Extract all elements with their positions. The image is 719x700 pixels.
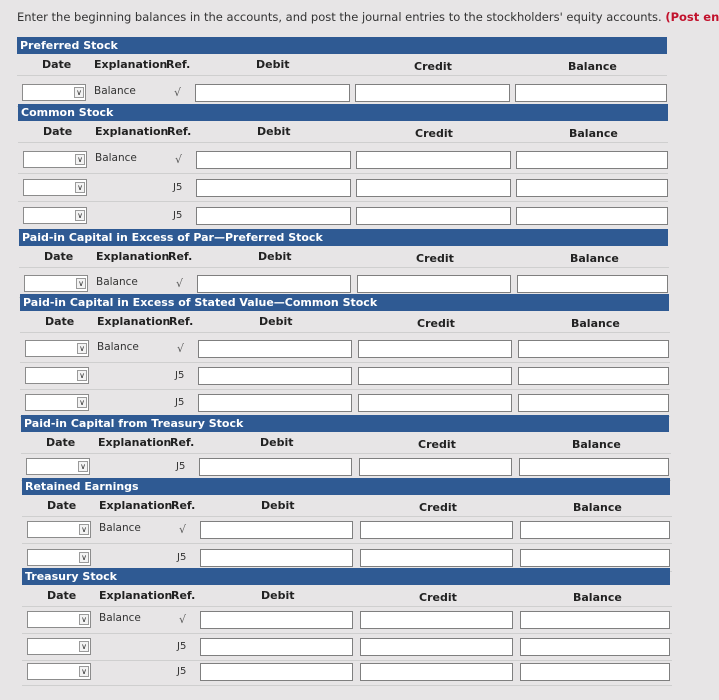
account-title-bar: Paid-in Capital in Excess of Stated Value—Common Stock [20, 294, 669, 311]
posted-check-ref: √ [179, 613, 187, 626]
account-title-bar: Paid-in Capital from Treasury Stock [21, 415, 669, 432]
date-select[interactable] [23, 151, 87, 168]
balance-input[interactable] [518, 394, 669, 412]
balance-input[interactable] [520, 638, 670, 656]
explanation-text: Balance [95, 152, 137, 164]
column-header-ref: Ref. [167, 125, 192, 138]
column-header-debit: Debit [257, 125, 291, 138]
column-header-date: Date [44, 250, 74, 263]
column-header-ref: Ref. [170, 436, 195, 449]
balance-input[interactable] [519, 458, 669, 476]
row-divider [20, 362, 670, 363]
header-divider [18, 142, 668, 143]
debit-input[interactable] [200, 611, 353, 629]
header-divider [17, 75, 667, 76]
column-header-debit: Debit [258, 250, 292, 263]
credit-input[interactable] [359, 458, 512, 476]
chevron-down-icon[interactable]: ∨ [77, 343, 87, 354]
balance-input[interactable] [516, 207, 668, 225]
balance-input[interactable] [518, 340, 669, 358]
debit-input[interactable] [196, 151, 351, 169]
credit-input[interactable] [356, 207, 511, 225]
journal-ref: J5 [177, 666, 187, 677]
column-header-debit: Debit [261, 589, 295, 602]
column-header-explanation: Explanation [97, 315, 171, 328]
credit-input[interactable] [360, 549, 513, 567]
column-header-ref: Ref. [169, 315, 194, 328]
date-select[interactable] [23, 207, 87, 224]
column-header-date: Date [42, 58, 72, 71]
column-header-credit: Credit [417, 317, 455, 330]
column-header-date: Date [46, 436, 76, 449]
column-header-balance: Balance [569, 127, 618, 140]
credit-input[interactable] [360, 638, 513, 656]
chevron-down-icon[interactable]: ∨ [79, 641, 89, 652]
column-header-ref: Ref. [171, 589, 196, 602]
date-select[interactable] [25, 367, 89, 384]
date-select[interactable] [27, 638, 91, 655]
chevron-down-icon[interactable]: ∨ [76, 278, 86, 289]
column-header-explanation: Explanation [95, 125, 169, 138]
balance-input[interactable] [518, 367, 669, 385]
column-header-ref: Ref. [168, 250, 193, 263]
credit-input[interactable] [356, 151, 511, 169]
date-select[interactable] [22, 84, 86, 101]
debit-input[interactable] [196, 207, 351, 225]
balance-input[interactable] [520, 611, 670, 629]
credit-input[interactable] [356, 179, 511, 197]
column-header-date: Date [47, 499, 77, 512]
date-select[interactable] [27, 663, 91, 680]
journal-ref: J5 [173, 210, 183, 221]
chevron-down-icon[interactable]: ∨ [75, 210, 85, 221]
debit-input[interactable] [198, 394, 352, 412]
credit-input[interactable] [358, 367, 512, 385]
column-header-credit: Credit [414, 60, 452, 73]
account-title-bar: Common Stock [18, 104, 668, 121]
column-header-date: Date [47, 589, 77, 602]
journal-ref: J5 [173, 182, 183, 193]
column-header-balance: Balance [570, 252, 619, 265]
date-select[interactable] [25, 340, 89, 357]
credit-input[interactable] [358, 340, 512, 358]
column-header-credit: Credit [419, 501, 457, 514]
debit-input[interactable] [199, 458, 352, 476]
credit-input[interactable] [357, 275, 511, 293]
instructions [17, 10, 719, 24]
debit-input[interactable] [195, 84, 350, 102]
instructions-note: (Post en [665, 10, 719, 24]
column-header-balance: Balance [572, 438, 621, 451]
chevron-down-icon[interactable]: ∨ [75, 182, 85, 193]
account-title-bar: Preferred Stock [17, 37, 667, 54]
explanation-text: Balance [99, 612, 141, 624]
debit-input[interactable] [200, 663, 353, 681]
row-divider [22, 633, 672, 634]
column-header-explanation: Explanation [96, 250, 170, 263]
date-select[interactable] [24, 275, 88, 292]
debit-input[interactable] [196, 179, 351, 197]
balance-input[interactable] [516, 151, 668, 169]
debit-input[interactable] [200, 638, 353, 656]
date-select[interactable] [26, 458, 90, 475]
debit-input[interactable] [200, 521, 353, 539]
date-select[interactable] [27, 611, 91, 628]
instructions-text: Enter the beginning balances in the accounts, and post the journal entries to the stockholders' equity accounts. [17, 10, 662, 24]
journal-ref: J5 [175, 370, 185, 381]
column-header-credit: Credit [415, 127, 453, 140]
account-title-bar: Treasury Stock [22, 568, 670, 585]
row-divider [22, 685, 672, 686]
chevron-down-icon[interactable]: ∨ [74, 87, 84, 98]
account-title-bar: Paid-in Capital in Excess of Par—Preferred Stock [19, 229, 668, 246]
explanation-text: Balance [94, 85, 136, 97]
column-header-debit: Debit [261, 499, 295, 512]
chevron-down-icon[interactable]: ∨ [77, 397, 87, 408]
chevron-down-icon[interactable]: ∨ [79, 524, 89, 535]
date-select[interactable] [27, 549, 91, 566]
row-divider [18, 201, 668, 202]
column-header-ref: Ref. [166, 58, 191, 71]
header-divider [20, 332, 670, 333]
debit-input[interactable] [198, 340, 352, 358]
column-header-explanation: Explanation [99, 589, 173, 602]
balance-input[interactable] [517, 275, 668, 293]
row-divider [22, 660, 672, 661]
column-header-debit: Debit [256, 58, 290, 71]
column-header-balance: Balance [571, 317, 620, 330]
column-header-balance: Balance [568, 60, 617, 73]
column-header-date: Date [45, 315, 75, 328]
journal-ref: J5 [177, 552, 187, 563]
header-divider [19, 267, 669, 268]
chevron-down-icon[interactable]: ∨ [78, 461, 88, 472]
posted-check-ref: √ [175, 153, 183, 166]
balance-input[interactable] [520, 549, 670, 567]
debit-input[interactable] [197, 275, 351, 293]
date-select[interactable] [25, 394, 89, 411]
debit-input[interactable] [200, 549, 353, 567]
journal-ref: J5 [177, 641, 187, 652]
balance-input[interactable] [515, 84, 667, 102]
journal-ref: J5 [175, 397, 185, 408]
row-divider [22, 543, 672, 544]
date-select[interactable] [23, 179, 87, 196]
posted-check-ref: √ [174, 86, 182, 99]
chevron-down-icon[interactable]: ∨ [79, 552, 89, 563]
credit-input[interactable] [355, 84, 510, 102]
chevron-down-icon[interactable]: ∨ [79, 666, 89, 677]
chevron-down-icon[interactable]: ∨ [75, 154, 85, 165]
posted-check-ref: √ [176, 277, 184, 290]
account-title-bar: Retained Earnings [22, 478, 670, 495]
credit-input[interactable] [360, 521, 513, 539]
explanation-text: Balance [96, 276, 138, 288]
credit-input[interactable] [360, 611, 513, 629]
header-divider [22, 606, 672, 607]
chevron-down-icon[interactable]: ∨ [79, 614, 89, 625]
posted-check-ref: √ [177, 342, 185, 355]
credit-input[interactable] [360, 663, 513, 681]
column-header-credit: Credit [416, 252, 454, 265]
explanation-text: Balance [97, 341, 139, 353]
column-header-debit: Debit [259, 315, 293, 328]
explanation-text: Balance [99, 522, 141, 534]
balance-input[interactable] [520, 521, 670, 539]
column-header-explanation: Explanation [99, 499, 173, 512]
credit-input[interactable] [358, 394, 512, 412]
column-header-ref: Ref. [171, 499, 196, 512]
date-select[interactable] [27, 521, 91, 538]
column-header-balance: Balance [573, 501, 622, 514]
row-divider [20, 389, 670, 390]
balance-input[interactable] [520, 663, 670, 681]
chevron-down-icon[interactable]: ∨ [77, 370, 87, 381]
column-header-balance: Balance [573, 591, 622, 604]
header-divider [21, 453, 671, 454]
posted-check-ref: √ [179, 523, 187, 536]
journal-ref: J5 [176, 461, 186, 472]
column-header-explanation: Explanation [98, 436, 172, 449]
column-header-credit: Credit [418, 438, 456, 451]
column-header-credit: Credit [419, 591, 457, 604]
row-divider [18, 173, 668, 174]
debit-input[interactable] [198, 367, 352, 385]
column-header-debit: Debit [260, 436, 294, 449]
balance-input[interactable] [516, 179, 668, 197]
column-header-date: Date [43, 125, 73, 138]
header-divider [22, 516, 672, 517]
column-header-explanation: Explanation [94, 58, 168, 71]
